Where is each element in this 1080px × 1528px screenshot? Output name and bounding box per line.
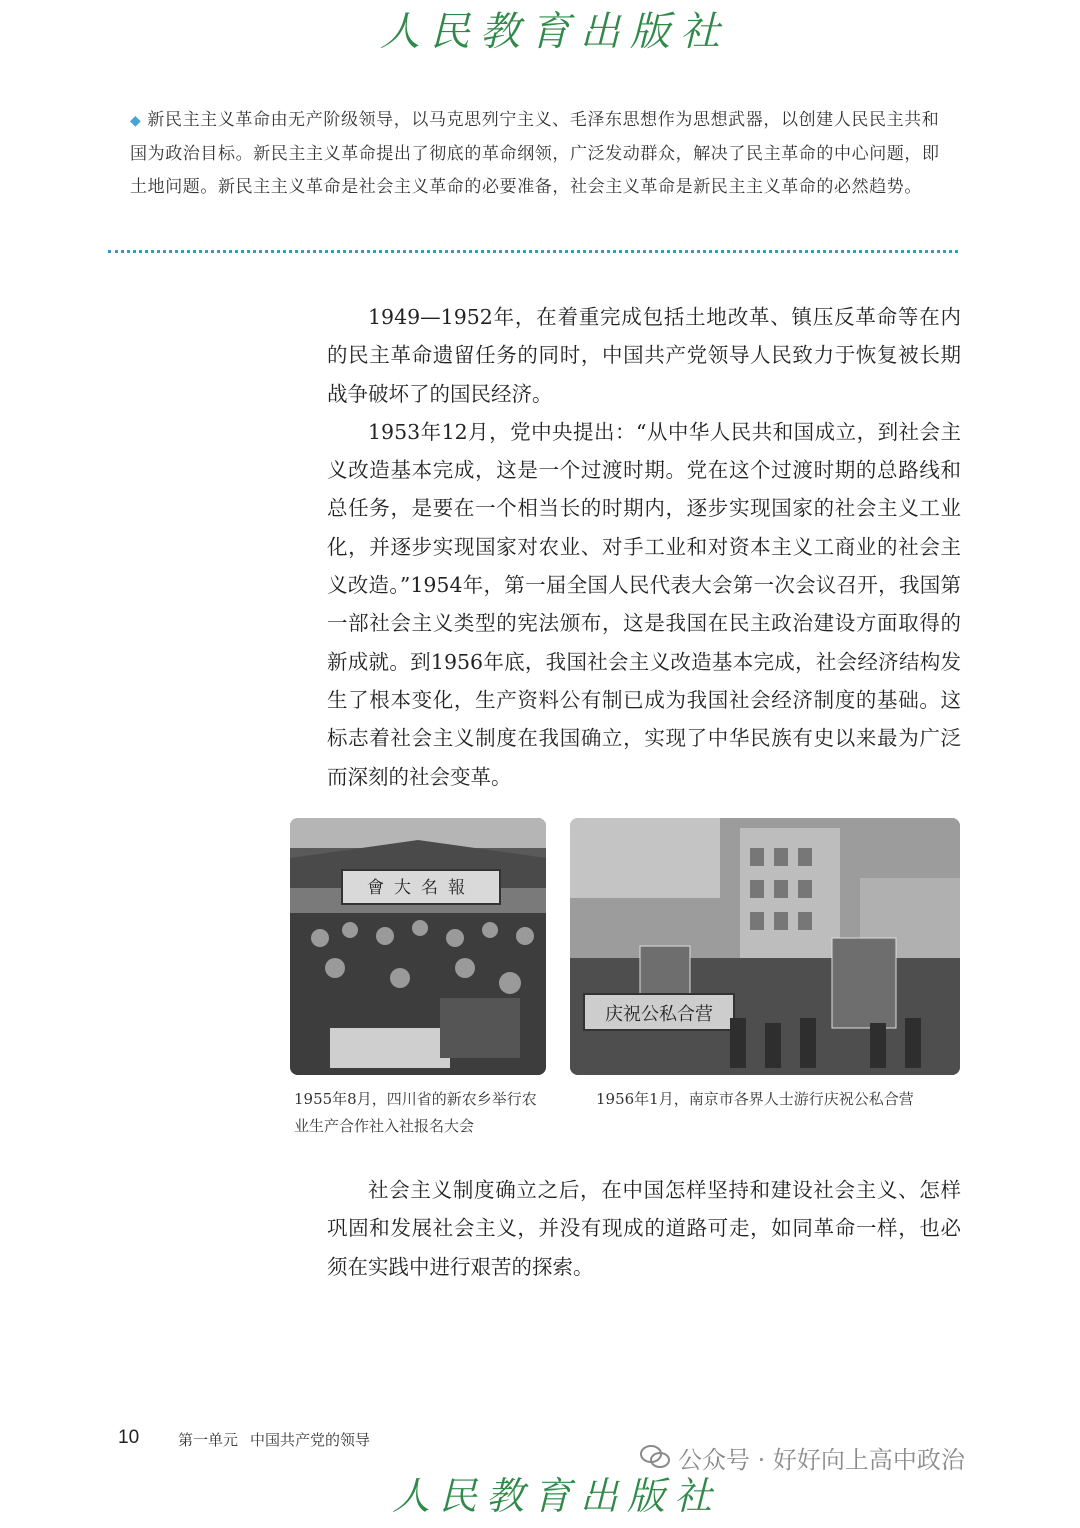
photo-registration-meeting [290,818,546,1075]
page-number: 10 [118,1427,140,1448]
wechat-watermark [640,1437,965,1477]
photo-caption-2: 1956年1月，南京市各界人士游行庆祝公私合营 [596,1090,914,1108]
paragraph-1: 1949—1952年，在着重完成包括土地改革、镇压反革命等在内的民主革命遗留任务的同时，中国共产党领导人民致力于恢复被长期战争破坏了的国民经济。 [327,305,961,406]
closing-text [327,1171,961,1286]
photo-banner-text-2: 庆祝公私合营 [605,1004,713,1025]
unit-label: 第一单元 [178,1431,239,1449]
photo-banner-text-1: 會大名報 [367,878,475,898]
photo-nanjing-parade-image [570,818,960,1075]
note-text: 新民主主义革命由无产阶级领导，以马克思列宁主义、毛泽东思想作为思想武器，以创建人民民主共和国为政治目标。新民主主义革命提出了彻底的革命纲领，广泛发动群众，解决了民主革命的中心问题，即土地问题。新民主主义革命是社会主义革命的必要准备，社会主义革命是新民主主义革命的必然趋势。 [130,110,940,197]
watermark-text: 公众号 · 好好向上高中政治 [678,1445,965,1474]
publisher-logo-header: 人民教育出版社 [380,9,730,55]
closing-paragraph: 社会主义制度确立之后，在中国怎样坚持和建设社会主义、怎样巩固和发展社会主义，并没有现成的道路可走，如同革命一样，也必须在实践中进行艰苦的探索。 [327,1178,961,1279]
diamond-bullet-icon: ◆ [130,113,142,129]
running-title [178,1429,370,1450]
photo-caption-1: 1955年8月，四川省的新农乡举行农业生产合作社入社报名大会 [294,1090,537,1135]
photo-registration-meeting-image [290,818,546,1075]
publisher-logo-footer: 人民教育出版社 [392,1474,722,1518]
wechat-icon [640,1444,670,1470]
key-point-note [130,104,945,204]
paragraph-2: 1953年12月，党中央提出：“从中华人民共和国成立，到社会主义改造基本完成，这是一个过渡时期。党在这个过渡时期的总路线和总任务，是要在一个相当长的时期内，逐步实现国家的社会主义工业化，并逐步实现国家对农业、对手工业和对资本主义工商业的社会主义改造。”1954年，第一届全国人民代表大会第一次会议召开，我国第一部社会主义类型的宪法颁布，这是我国在民主政治建设方面取得的新成就。到1956年底，我国社会主义改造基本完成，社会经济结构发生了根本变化，生产资料公有制已成为我国社会经济制度的基础。这标志着社会主义制度在我国确立，实现了中华民族有史以来最为广泛而深刻的社会变革。 [327,419,961,789]
main-text [327,298,961,796]
photo-nanjing-parade [570,818,960,1075]
dotted-divider [108,250,958,253]
unit-title: 中国共产党的领导 [250,1431,371,1449]
